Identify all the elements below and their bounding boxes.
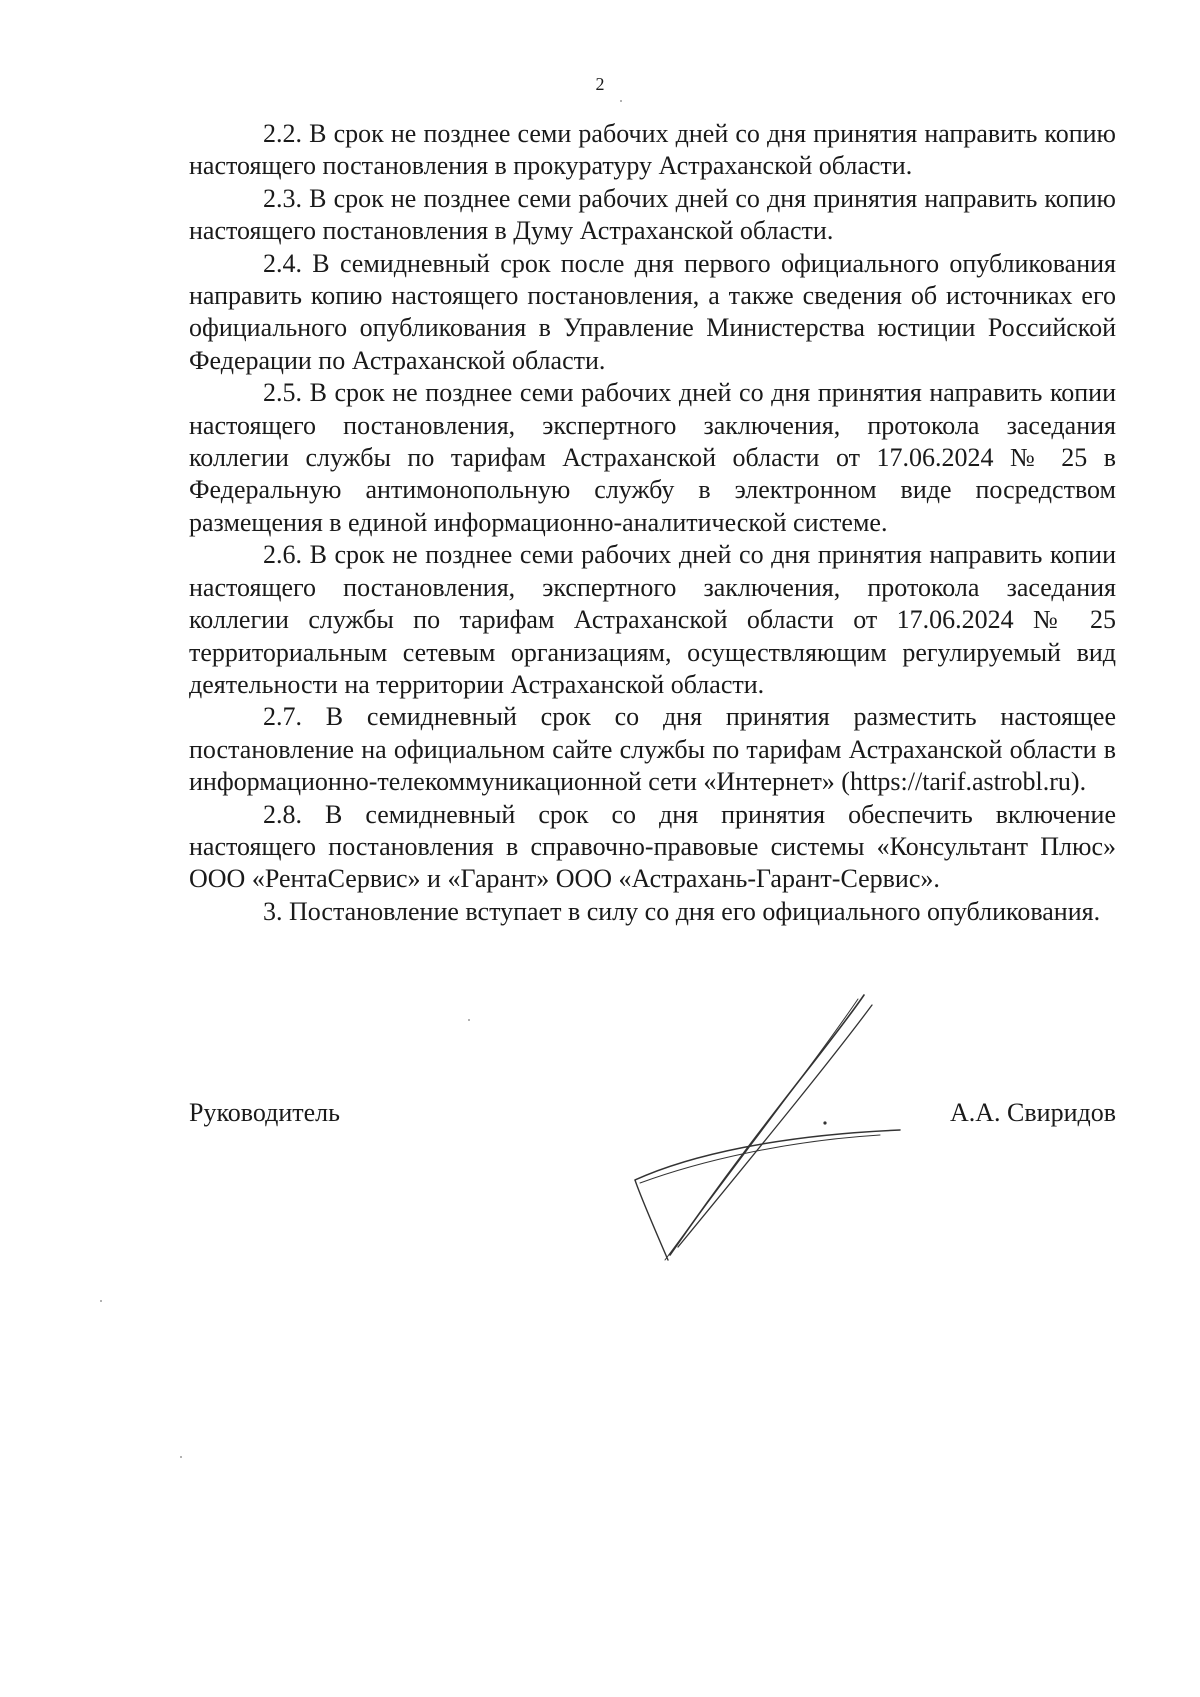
signatory-title: Руководитель (189, 1098, 340, 1127)
handwritten-signature (610, 985, 910, 1275)
paragraph-2-3: 2.3. В срок не позднее семи рабочих дней со дня принятия направить копию настоящего постановления в Думу Астраханской области. (189, 183, 1116, 246)
page-number: 2 (595, 74, 605, 94)
paragraph-2-5: 2.5. В срок не позднее семи рабочих дней со дня принятия направить копии настоящего постановления, экспертного заключения, протокола заседания коллегии службы по тарифам Астраханской области от 17.06.2024 № 25 в Федеральную антимонопольную службу в электронном виде посредством размещения в единой информационно-аналитической системе. (189, 378, 1116, 537)
paragraph-2-2: 2.2. В срок не позднее семи рабочих дней со дня принятия направить копию настоящего постановления в прокуратуру Астраханской области. (189, 119, 1116, 181)
paragraph-2-8: 2.8. В семидневный срок со дня принятия обеспечить включение настоящего постановления в справочно-правовые системы «Консультант Плюс» ООО «РентаСервис» и «Гарант» ООО «Астрахань-Гарант-Сервис». (189, 799, 1116, 894)
document-body (189, 118, 1116, 928)
scan-speck (620, 100, 622, 102)
paragraph-3: 3. Постановление вступает в силу со дня его официального опубликования. (263, 896, 1101, 926)
paragraph-2-4: 2.4. В семидневный срок после дня первого официального опубликования направить копию настоящего постановления, а также сведения об источниках его официального опубликования в Управление Министерства юстиции Российской Федерации по Астраханской области. (189, 248, 1116, 375)
scan-speck (468, 1019, 470, 1021)
paragraph-2-7: 2.7. В семидневный срок со дня принятия разместить настоящее постановление на официальном сайте службы по тарифам Астраханской области в информационно-телекоммуникационной сети «Интернет» (https://tarif.astrobl.ru). (189, 702, 1116, 797)
scan-speck (100, 1300, 102, 1302)
paragraph-2-6: 2.6. В срок не позднее семи рабочих дней со дня принятия направить копии настоящего постановления, экспертного заключения, протокола заседания коллегии службы по тарифам Астраханской области от 17.06.2024 № 25 территориальным сетевым организациям, осуществляющим регулируемый вид деятельности на территории Астраханской области. (189, 540, 1116, 699)
scan-speck (180, 1456, 182, 1458)
signatory-name: А.А. Свиридов (949, 1098, 1116, 1127)
